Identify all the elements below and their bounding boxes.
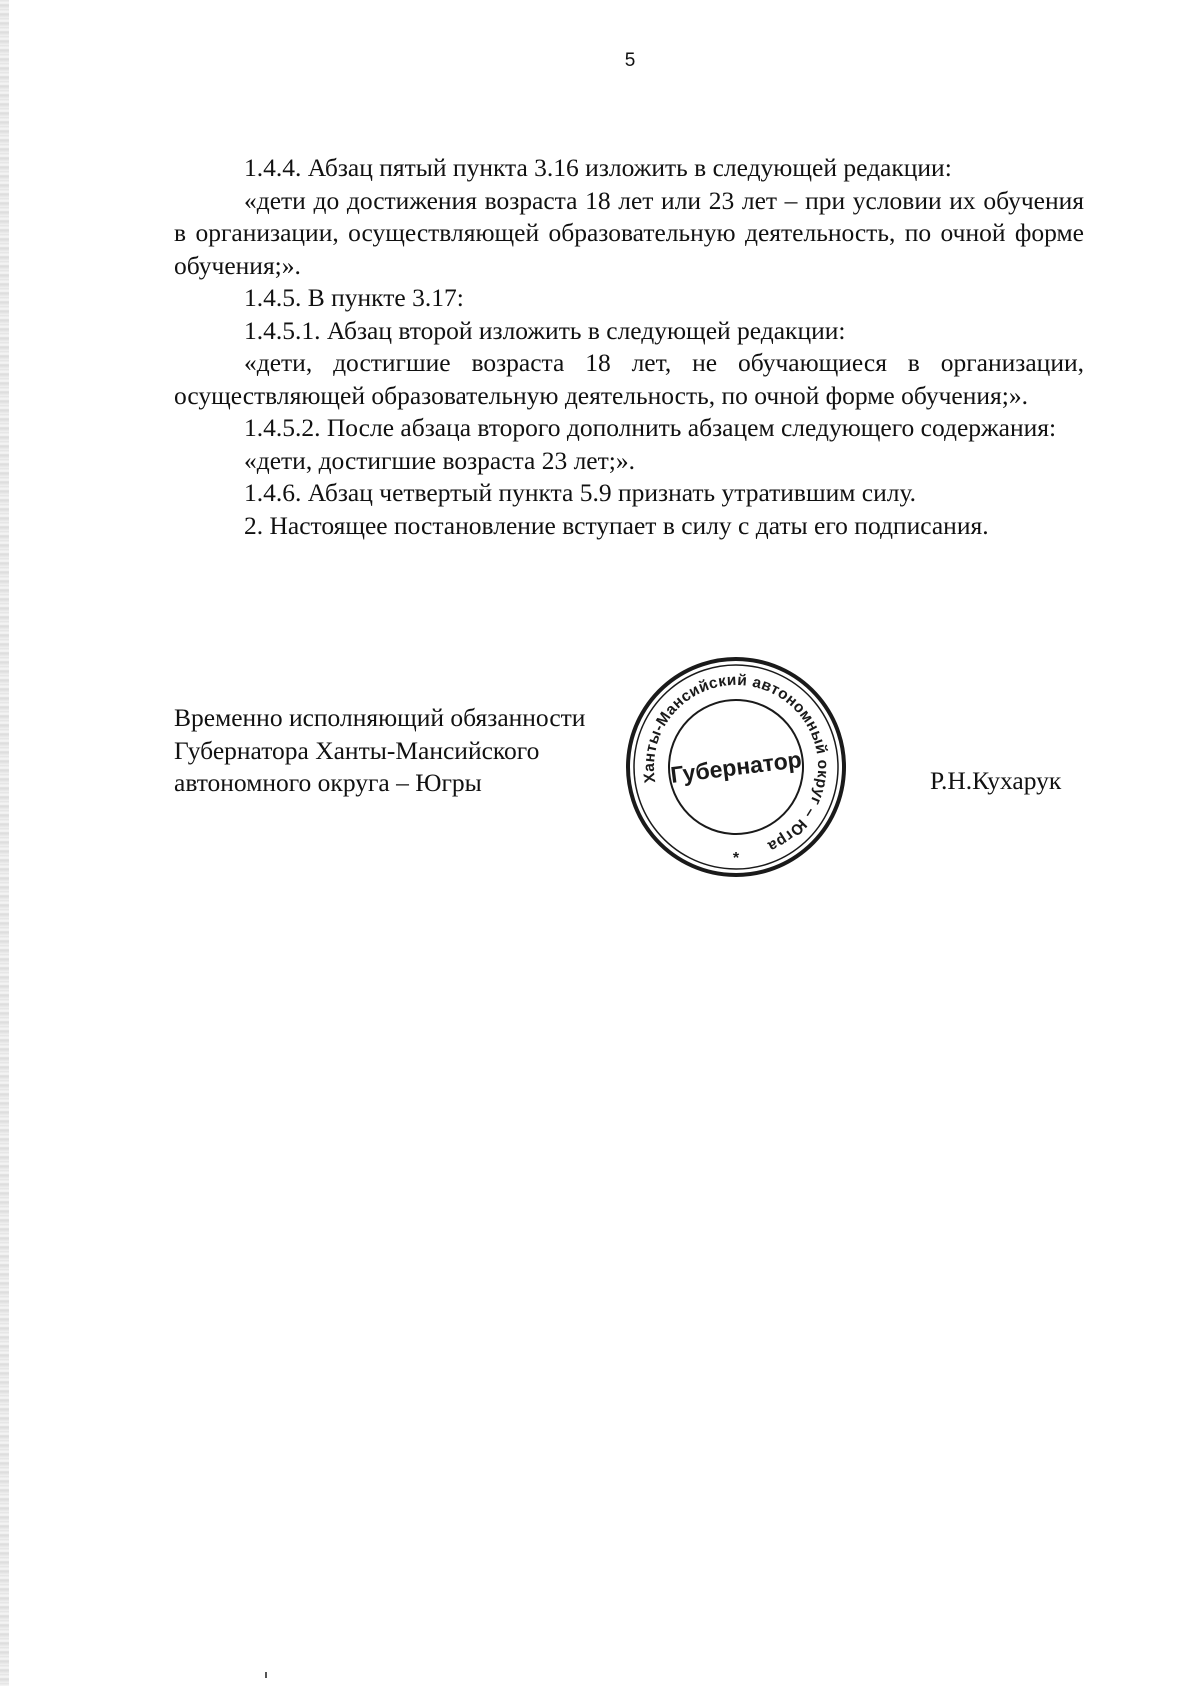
paragraph-1-4-5: 1.4.5. В пункте 3.17:: [244, 283, 464, 312]
seal-center-text: Губернатор: [669, 746, 803, 788]
signatory-title-line: Временно исполняющий обязанности: [174, 703, 586, 732]
paragraph-1-4-5-1: 1.4.5.1. Абзац второй изложить в следующей редакции:: [244, 315, 846, 345]
paragraph-2-effective-date: 2. Настоящее постановление вступает в силу с даты его подписания.: [244, 510, 989, 540]
signatory-title-line: автономного округа – Югры: [174, 768, 482, 797]
page-number: 5: [624, 50, 636, 71]
paragraph-1-4-4: 1.4.4. Абзац пятый пункта 3.16 изложить в следующей редакции:: [244, 153, 952, 182]
paragraph-quote-children-18-23: «дети до достижения возраста 18 лет или 23 лет – при условии их обучения в организации, осуществляющей образовательную деятельность, по очной форме обучения;».: [174, 185, 1084, 280]
paragraph-1-4-6: 1.4.6. Абзац четвертый пункта 5.9 признать утратившим силу.: [244, 478, 917, 507]
signatory-title: [174, 702, 585, 800]
official-seal: [623, 654, 849, 880]
paragraph-quote-children-23: «дети, достигшие возраста 23 лет;».: [244, 445, 635, 475]
paragraph-quote-children-18: «дети, достигшие возраста 18 лет, не обучающиеся в организации, осуществляющей образовательную деятельность, по очной форме обучения;».: [174, 348, 1084, 410]
seal-star: *: [732, 850, 740, 867]
seal-graphic: [623, 654, 849, 880]
signatory-name: Р.Н.Кухарук: [930, 766, 1062, 795]
scan-edge: [0, 0, 9, 1686]
paragraph-1-4-5-2: 1.4.5.2. После абзаца второго дополнить абзацем следующего содержания:: [244, 413, 1057, 442]
scan-artifact: [265, 1672, 267, 1678]
document-body: [174, 152, 1084, 542]
seal-ring-text: Ханты-Мансийский автономный округ – Югра: [640, 671, 832, 855]
signatory-title-line: Губернатора Ханты-Мансийского: [174, 735, 540, 765]
